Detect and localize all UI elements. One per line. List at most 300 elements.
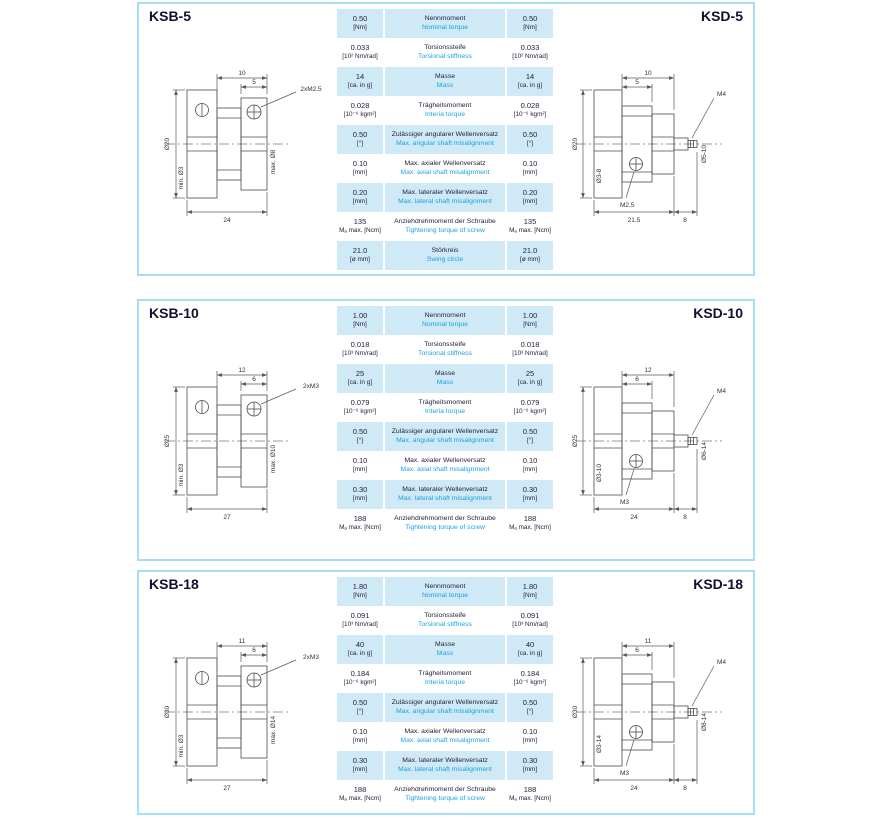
ksb-value: 1.80 bbox=[352, 582, 368, 592]
ksb-unit: [ca. in g] bbox=[347, 82, 373, 90]
ksb-value: 188 bbox=[353, 514, 367, 524]
spec-label-german: Max. lateraler Wellenversatz bbox=[402, 189, 488, 197]
ksb-unit: [mm] bbox=[352, 766, 368, 774]
ksb-unit: Mₐ max. [Ncm] bbox=[339, 227, 381, 235]
bore-range-label: Ø3-8 bbox=[596, 168, 603, 184]
spec-label-cell bbox=[385, 577, 505, 606]
ksd-value-cell bbox=[507, 577, 553, 606]
ksb-unit: [Nm] bbox=[353, 592, 367, 600]
spec-label-cell bbox=[385, 422, 505, 451]
ksb-value: 0.091 bbox=[350, 611, 370, 621]
spec-label-german: Max. lateraler Wellenversatz bbox=[402, 757, 488, 765]
spec-label-german: Torsionssteife bbox=[424, 44, 466, 52]
spec-label-english: Mass bbox=[436, 378, 454, 386]
ksb-value-cell bbox=[337, 393, 383, 422]
ksd-value-cell bbox=[507, 480, 553, 509]
spec-row bbox=[337, 480, 553, 509]
max-bore-label: max. Ø10 bbox=[270, 444, 277, 474]
spec-row bbox=[337, 780, 553, 809]
ksb-unit: [ø mm] bbox=[350, 256, 370, 264]
spec-row bbox=[337, 241, 553, 270]
ksb-unit: Mₐ max. [Ncm] bbox=[339, 795, 381, 803]
panel-ksb-18 bbox=[137, 570, 755, 815]
side-screw-label: M4 bbox=[717, 659, 727, 666]
spec-label-cell bbox=[385, 451, 505, 480]
ksb-value-cell bbox=[337, 364, 383, 393]
ksd-value-cell bbox=[507, 212, 553, 241]
spec-label-cell bbox=[385, 664, 505, 693]
spec-label-english: Max. axial shaft misalignment bbox=[400, 465, 490, 473]
side-bore-range-label: Ø8-14 bbox=[701, 712, 708, 732]
dim-length: 21.5 bbox=[627, 217, 641, 224]
spec-label-english: Max. angular shaft misalignment bbox=[396, 707, 494, 715]
ksb-value-cell bbox=[337, 509, 383, 538]
right-product-title: KSD-10 bbox=[693, 305, 743, 321]
spec-label-english: Max. angular shaft misalignment bbox=[396, 436, 494, 444]
ksd-value: 0.091 bbox=[520, 611, 540, 621]
ksd-value-cell bbox=[507, 422, 553, 451]
spec-row bbox=[337, 96, 553, 125]
ksb-unit: [°] bbox=[356, 437, 364, 445]
ksb-value-cell bbox=[337, 306, 383, 335]
spec-label-german: Anziehdrehmoment der Schraube bbox=[394, 218, 496, 226]
spec-label-german: Nennmoment bbox=[424, 583, 466, 591]
screw-label: 2xM2.5 bbox=[300, 86, 322, 93]
ksb-value-cell bbox=[337, 606, 383, 635]
spec-label-cell bbox=[385, 335, 505, 364]
ksd-value-cell bbox=[507, 509, 553, 538]
ksd-unit: [mm] bbox=[522, 495, 538, 503]
spec-row bbox=[337, 606, 553, 635]
spec-label-cell bbox=[385, 606, 505, 635]
ksd-value: 0.20 bbox=[522, 188, 538, 198]
spec-label-cell bbox=[385, 212, 505, 241]
dim-width-inner: 5 bbox=[252, 79, 256, 86]
outer-diameter-label: Ø20 bbox=[572, 137, 579, 151]
spec-label-german: Anziehdrehmoment der Schraube bbox=[394, 786, 496, 794]
left-product-title: KSB-5 bbox=[149, 8, 192, 24]
ksd-value-cell bbox=[507, 664, 553, 693]
ksd-unit: [ca. in g] bbox=[517, 82, 543, 90]
spec-row bbox=[337, 751, 553, 780]
ksd-unit: [ca. in g] bbox=[517, 379, 543, 387]
ksd-unit: [10³ Nm/rad] bbox=[512, 350, 548, 358]
ksd-value: 14 bbox=[525, 72, 535, 82]
ksb-value-cell bbox=[337, 9, 383, 38]
ksd-value-cell bbox=[507, 183, 553, 212]
ksd-value: 0.50 bbox=[522, 698, 538, 708]
outer-diameter-label: Ø30 bbox=[164, 705, 171, 719]
ksd-value-cell bbox=[507, 154, 553, 183]
ksd-value: 1.80 bbox=[522, 582, 538, 592]
ksd-value-cell bbox=[507, 722, 553, 751]
ksd-value-cell bbox=[507, 38, 553, 67]
ksb-value: 0.10 bbox=[352, 727, 368, 737]
spec-label-english: Torsional stiffness bbox=[418, 620, 472, 628]
ksb-value-cell bbox=[337, 183, 383, 212]
ksd-value: 40 bbox=[525, 640, 535, 650]
spec-label-german: Torsionssteife bbox=[424, 612, 466, 620]
ksb-unit: [10³ Nm/rad] bbox=[342, 350, 378, 358]
spec-label-cell bbox=[385, 635, 505, 664]
ksd-unit: [10⁻⁶ kgm²] bbox=[513, 111, 547, 119]
ksd-value: 0.10 bbox=[522, 159, 538, 169]
drawing-labels bbox=[572, 70, 726, 224]
ksb-unit: [mm] bbox=[352, 737, 368, 745]
spec-row bbox=[337, 67, 553, 96]
spec-label-cell bbox=[385, 364, 505, 393]
ksb-unit: [10⁻⁶ kgm²] bbox=[343, 408, 377, 416]
ksd-unit: [mm] bbox=[522, 466, 538, 474]
ksb-value: 0.50 bbox=[352, 130, 368, 140]
spec-row bbox=[337, 9, 553, 38]
dimension-lines bbox=[580, 371, 714, 513]
ksd-value: 0.50 bbox=[522, 130, 538, 140]
dim-width-total: 12 bbox=[644, 367, 652, 374]
ksd-value-cell bbox=[507, 393, 553, 422]
ksd-unit: [ca. in g] bbox=[517, 650, 543, 658]
ksd-unit: Mₐ max. [Ncm] bbox=[509, 227, 551, 235]
spec-label-english: Mass bbox=[436, 649, 454, 657]
ksd-unit: [mm] bbox=[522, 737, 538, 745]
spec-label-german: Torsionssteife bbox=[424, 341, 466, 349]
side-bore-range-label: Ø5-10 bbox=[701, 144, 708, 164]
screw-label: M2.5 bbox=[620, 202, 635, 209]
ksd-value-cell bbox=[507, 306, 553, 335]
right-product-title: KSD-18 bbox=[693, 576, 743, 592]
spec-label-german: Masse bbox=[434, 370, 456, 378]
spec-label-english: Swing circle bbox=[426, 255, 464, 263]
spec-row bbox=[337, 722, 553, 751]
ksb-value: 1.00 bbox=[352, 311, 368, 321]
dim-width-inner: 6 bbox=[252, 376, 256, 383]
dim-width-total: 12 bbox=[238, 367, 246, 374]
ksb-technical-drawing bbox=[149, 624, 349, 796]
ksb-value: 0.184 bbox=[350, 669, 370, 679]
dimension-lines bbox=[173, 642, 296, 784]
ksd-unit: [10⁻⁶ kgm²] bbox=[513, 408, 547, 416]
ksb-value-cell bbox=[337, 664, 383, 693]
ksd-value-cell bbox=[507, 241, 553, 270]
dim-width-inner: 6 bbox=[635, 376, 639, 383]
ksd-value-cell bbox=[507, 451, 553, 480]
ksb-value-cell bbox=[337, 780, 383, 809]
screw-label: M3 bbox=[620, 499, 630, 506]
spec-label-cell bbox=[385, 306, 505, 335]
ksb-value: 0.079 bbox=[350, 398, 370, 408]
ksb-value: 0.30 bbox=[352, 756, 368, 766]
ksb-value-cell bbox=[337, 693, 383, 722]
dim-width-inner: 6 bbox=[252, 647, 256, 654]
spec-label-cell bbox=[385, 722, 505, 751]
spec-row bbox=[337, 393, 553, 422]
ksb-value: 0.033 bbox=[350, 43, 370, 53]
dimension-lines bbox=[580, 642, 714, 784]
spec-label-english: Interia torque bbox=[424, 110, 466, 118]
ksd-value: 135 bbox=[523, 217, 537, 227]
ksb-value: 0.50 bbox=[352, 698, 368, 708]
ksb-value-cell bbox=[337, 422, 383, 451]
ksd-value: 0.079 bbox=[520, 398, 540, 408]
ksd-value: 0.10 bbox=[522, 727, 538, 737]
ksb-value-cell bbox=[337, 67, 383, 96]
spec-label-cell bbox=[385, 38, 505, 67]
ksb-value-cell bbox=[337, 38, 383, 67]
spec-row bbox=[337, 212, 553, 241]
drawing-labels bbox=[572, 367, 726, 521]
spec-label-english: Max. angular shaft misalignment bbox=[396, 139, 494, 147]
ksd-value-cell bbox=[507, 780, 553, 809]
dimension-lines bbox=[173, 371, 296, 513]
spec-row bbox=[337, 125, 553, 154]
spec-label-english: Interia torque bbox=[424, 678, 466, 686]
ksd-unit: [Nm] bbox=[523, 321, 537, 329]
spec-label-cell bbox=[385, 125, 505, 154]
spec-label-english: Mass bbox=[436, 81, 454, 89]
outer-diameter-label: Ø20 bbox=[164, 137, 171, 151]
spec-label-german: Max. axialer Wellenversatz bbox=[404, 728, 486, 736]
ksb-value: 0.10 bbox=[352, 159, 368, 169]
ksb-technical-drawing bbox=[149, 56, 349, 228]
ksb-value: 135 bbox=[353, 217, 367, 227]
dim-width-total: 10 bbox=[238, 70, 246, 77]
ksb-unit: [10² Nm/rad] bbox=[342, 53, 378, 61]
ksd-value-cell bbox=[507, 606, 553, 635]
ksb-value-cell bbox=[337, 722, 383, 751]
spec-row bbox=[337, 154, 553, 183]
spec-row bbox=[337, 306, 553, 335]
ksd-unit: [mm] bbox=[522, 766, 538, 774]
spec-label-german: Trägheitsmoment bbox=[418, 399, 472, 407]
dim-length: 27 bbox=[223, 514, 231, 521]
dim-length: 24 bbox=[630, 785, 638, 792]
ksb-unit: [mm] bbox=[352, 198, 368, 206]
min-bore-label: min. Ø3 bbox=[178, 734, 185, 758]
dim-length: 24 bbox=[630, 514, 638, 521]
outer-diameter-label: Ø25 bbox=[164, 434, 171, 448]
ksb-value: 0.50 bbox=[352, 14, 368, 24]
ksb-unit: Mₐ max. [Ncm] bbox=[339, 524, 381, 532]
spec-label-german: Trägheitsmoment bbox=[418, 670, 472, 678]
outer-diameter-label: Ø30 bbox=[572, 705, 579, 719]
side-screw-label: M4 bbox=[717, 91, 727, 98]
side-bore-range-label: Ø6-14 bbox=[701, 441, 708, 461]
ksb-value-cell bbox=[337, 635, 383, 664]
dim-width-inner: 6 bbox=[635, 647, 639, 654]
bore-range-label: Ø3-14 bbox=[596, 734, 603, 754]
ksb-value: 14 bbox=[355, 72, 365, 82]
ksb-value: 0.50 bbox=[352, 427, 368, 437]
dim-width-total: 11 bbox=[238, 638, 246, 645]
spec-label-german: Störkreis bbox=[431, 247, 459, 255]
left-product-title: KSB-18 bbox=[149, 576, 199, 592]
ksb-unit: [mm] bbox=[352, 169, 368, 177]
ksd-value: 188 bbox=[523, 514, 537, 524]
spec-label-english: Max. lateral shaft misalignment bbox=[398, 494, 492, 502]
spec-row bbox=[337, 364, 553, 393]
spec-label-german: Nennmoment bbox=[424, 15, 466, 23]
ksb-unit: [Nm] bbox=[353, 321, 367, 329]
spec-label-english: Nominal torque bbox=[421, 23, 469, 31]
spec-row bbox=[337, 422, 553, 451]
spec-label-german: Zulässiger angularer Wellenversatz bbox=[391, 131, 499, 139]
dim-width-total: 10 bbox=[644, 70, 652, 77]
spec-row bbox=[337, 635, 553, 664]
ksb-value: 0.10 bbox=[352, 456, 368, 466]
spec-row bbox=[337, 577, 553, 606]
ksb-value-cell bbox=[337, 241, 383, 270]
ksb-value: 0.018 bbox=[350, 340, 370, 350]
ksd-technical-drawing bbox=[564, 56, 759, 228]
ksd-technical-drawing bbox=[564, 624, 759, 796]
ksd-value-cell bbox=[507, 96, 553, 125]
ksb-unit: [10⁻⁶ kgm²] bbox=[343, 111, 377, 119]
ksd-unit: [mm] bbox=[522, 198, 538, 206]
ksd-unit: [10³ Nm/rad] bbox=[512, 621, 548, 629]
ksd-unit: [Nm] bbox=[523, 592, 537, 600]
spec-label-cell bbox=[385, 393, 505, 422]
spec-row bbox=[337, 183, 553, 212]
spec-row bbox=[337, 451, 553, 480]
right-product-title: KSD-5 bbox=[700, 8, 743, 24]
ksb-value-cell bbox=[337, 577, 383, 606]
ksd-value: 0.018 bbox=[520, 340, 540, 350]
ksb-value: 0.30 bbox=[352, 485, 368, 495]
spec-label-german: Nennmoment bbox=[424, 312, 466, 320]
ksd-value: 21.0 bbox=[522, 246, 538, 256]
ksb-unit: [mm] bbox=[352, 466, 368, 474]
ksd-value-cell bbox=[507, 125, 553, 154]
ksb-unit: [°] bbox=[356, 708, 364, 716]
ksb-unit: [Nm] bbox=[353, 24, 367, 32]
spec-label-cell bbox=[385, 241, 505, 270]
ksd-value: 0.30 bbox=[522, 756, 538, 766]
spec-label-cell bbox=[385, 9, 505, 38]
spec-row bbox=[337, 335, 553, 364]
ksd-value: 0.10 bbox=[522, 456, 538, 466]
ksd-value: 0.033 bbox=[520, 43, 540, 53]
ksb-unit: [ca. in g] bbox=[347, 650, 373, 658]
spec-label-german: Trägheitsmoment bbox=[418, 102, 472, 110]
ksd-unit: [10⁻⁶ kgm²] bbox=[513, 679, 547, 687]
panel-ksb-5 bbox=[137, 2, 755, 276]
ksb-value: 188 bbox=[353, 785, 367, 795]
ksb-value-cell bbox=[337, 751, 383, 780]
ksd-unit: [°] bbox=[526, 437, 534, 445]
spec-label-cell bbox=[385, 154, 505, 183]
ksd-unit: [mm] bbox=[522, 169, 538, 177]
ksd-value: 188 bbox=[523, 785, 537, 795]
spec-label-cell bbox=[385, 96, 505, 125]
ksd-unit: [°] bbox=[526, 140, 534, 148]
ksd-value-cell bbox=[507, 693, 553, 722]
ksb-value: 0.028 bbox=[350, 101, 370, 111]
dimension-lines bbox=[580, 74, 714, 216]
ksd-unit: Mₐ max. [Ncm] bbox=[509, 795, 551, 803]
spec-label-english: Torsional stiffness bbox=[418, 349, 472, 357]
ksd-value: 0.50 bbox=[522, 14, 538, 24]
ksb-unit: [mm] bbox=[352, 495, 368, 503]
screw-label: 2xM3 bbox=[303, 654, 319, 661]
spec-label-english: Tightening torque of screw bbox=[405, 226, 485, 234]
dim-width-total: 11 bbox=[644, 638, 652, 645]
outer-diameter-label: Ø25 bbox=[572, 434, 579, 448]
ksb-value: 40 bbox=[355, 640, 365, 650]
ksb-value-cell bbox=[337, 154, 383, 183]
spec-label-english: Max. axial shaft misalignment bbox=[400, 736, 490, 744]
ksd-unit: Mₐ max. [Ncm] bbox=[509, 524, 551, 532]
min-bore-label: min. Ø3 bbox=[178, 463, 185, 487]
spec-label-german: Zulässiger angularer Wellenversatz bbox=[391, 428, 499, 436]
ksd-value-cell bbox=[507, 364, 553, 393]
ksd-value-cell bbox=[507, 751, 553, 780]
spec-label-cell bbox=[385, 67, 505, 96]
max-bore-label: max. Ø14 bbox=[270, 715, 277, 745]
spec-row bbox=[337, 693, 553, 722]
ksd-value-cell bbox=[507, 635, 553, 664]
spec-row bbox=[337, 509, 553, 538]
spec-label-cell bbox=[385, 509, 505, 538]
max-bore-label: max. Ø8 bbox=[270, 149, 277, 175]
spec-label-english: Max. lateral shaft misalignment bbox=[398, 765, 492, 773]
spec-label-cell bbox=[385, 183, 505, 212]
spec-label-cell bbox=[385, 751, 505, 780]
ksd-value: 0.30 bbox=[522, 485, 538, 495]
spec-label-english: Max. axial shaft misalignment bbox=[400, 168, 490, 176]
spec-label-cell bbox=[385, 780, 505, 809]
spec-label-german: Masse bbox=[434, 641, 456, 649]
screw-label: M3 bbox=[620, 770, 630, 777]
spec-label-german: Max. axialer Wellenversatz bbox=[404, 160, 486, 168]
ksb-value: 21.0 bbox=[352, 246, 368, 256]
ksb-unit: [ca. in g] bbox=[347, 379, 373, 387]
ksd-value-cell bbox=[507, 67, 553, 96]
spec-label-english: Nominal torque bbox=[421, 320, 469, 328]
spec-table bbox=[337, 577, 553, 809]
spec-table bbox=[337, 306, 553, 538]
side-screw-label: M4 bbox=[717, 388, 727, 395]
spec-label-english: Tightening torque of screw bbox=[405, 794, 485, 802]
dim-screw-length: 8 bbox=[683, 217, 687, 224]
spec-label-english: Nominal torque bbox=[421, 591, 469, 599]
spec-label-german: Max. lateraler Wellenversatz bbox=[402, 486, 488, 494]
spec-row bbox=[337, 38, 553, 67]
spec-label-german: Zulässiger angularer Wellenversatz bbox=[391, 699, 499, 707]
panel-ksb-10 bbox=[137, 299, 755, 561]
min-bore-label: min. Ø3 bbox=[178, 166, 185, 190]
spec-label-german: Max. axialer Wellenversatz bbox=[404, 457, 486, 465]
dim-width-inner: 5 bbox=[635, 79, 639, 86]
dimension-lines bbox=[173, 74, 296, 216]
ksd-value: 0.50 bbox=[522, 427, 538, 437]
ksd-value-cell bbox=[507, 335, 553, 364]
ksb-value-cell bbox=[337, 96, 383, 125]
spec-label-english: Max. lateral shaft misalignment bbox=[398, 197, 492, 205]
drawing-labels bbox=[572, 638, 726, 792]
ksd-unit: [Nm] bbox=[523, 24, 537, 32]
ksd-unit: [°] bbox=[526, 708, 534, 716]
left-product-title: KSB-10 bbox=[149, 305, 199, 321]
ksd-unit: [10² Nm/rad] bbox=[512, 53, 548, 61]
ksd-value-cell bbox=[507, 9, 553, 38]
spec-label-cell bbox=[385, 693, 505, 722]
spec-label-english: Interia torque bbox=[424, 407, 466, 415]
ksd-value: 0.184 bbox=[520, 669, 540, 679]
ksb-technical-drawing bbox=[149, 353, 349, 525]
ksb-value-cell bbox=[337, 212, 383, 241]
dim-screw-length: 8 bbox=[683, 514, 687, 521]
bore-range-label: Ø3-10 bbox=[596, 463, 603, 483]
